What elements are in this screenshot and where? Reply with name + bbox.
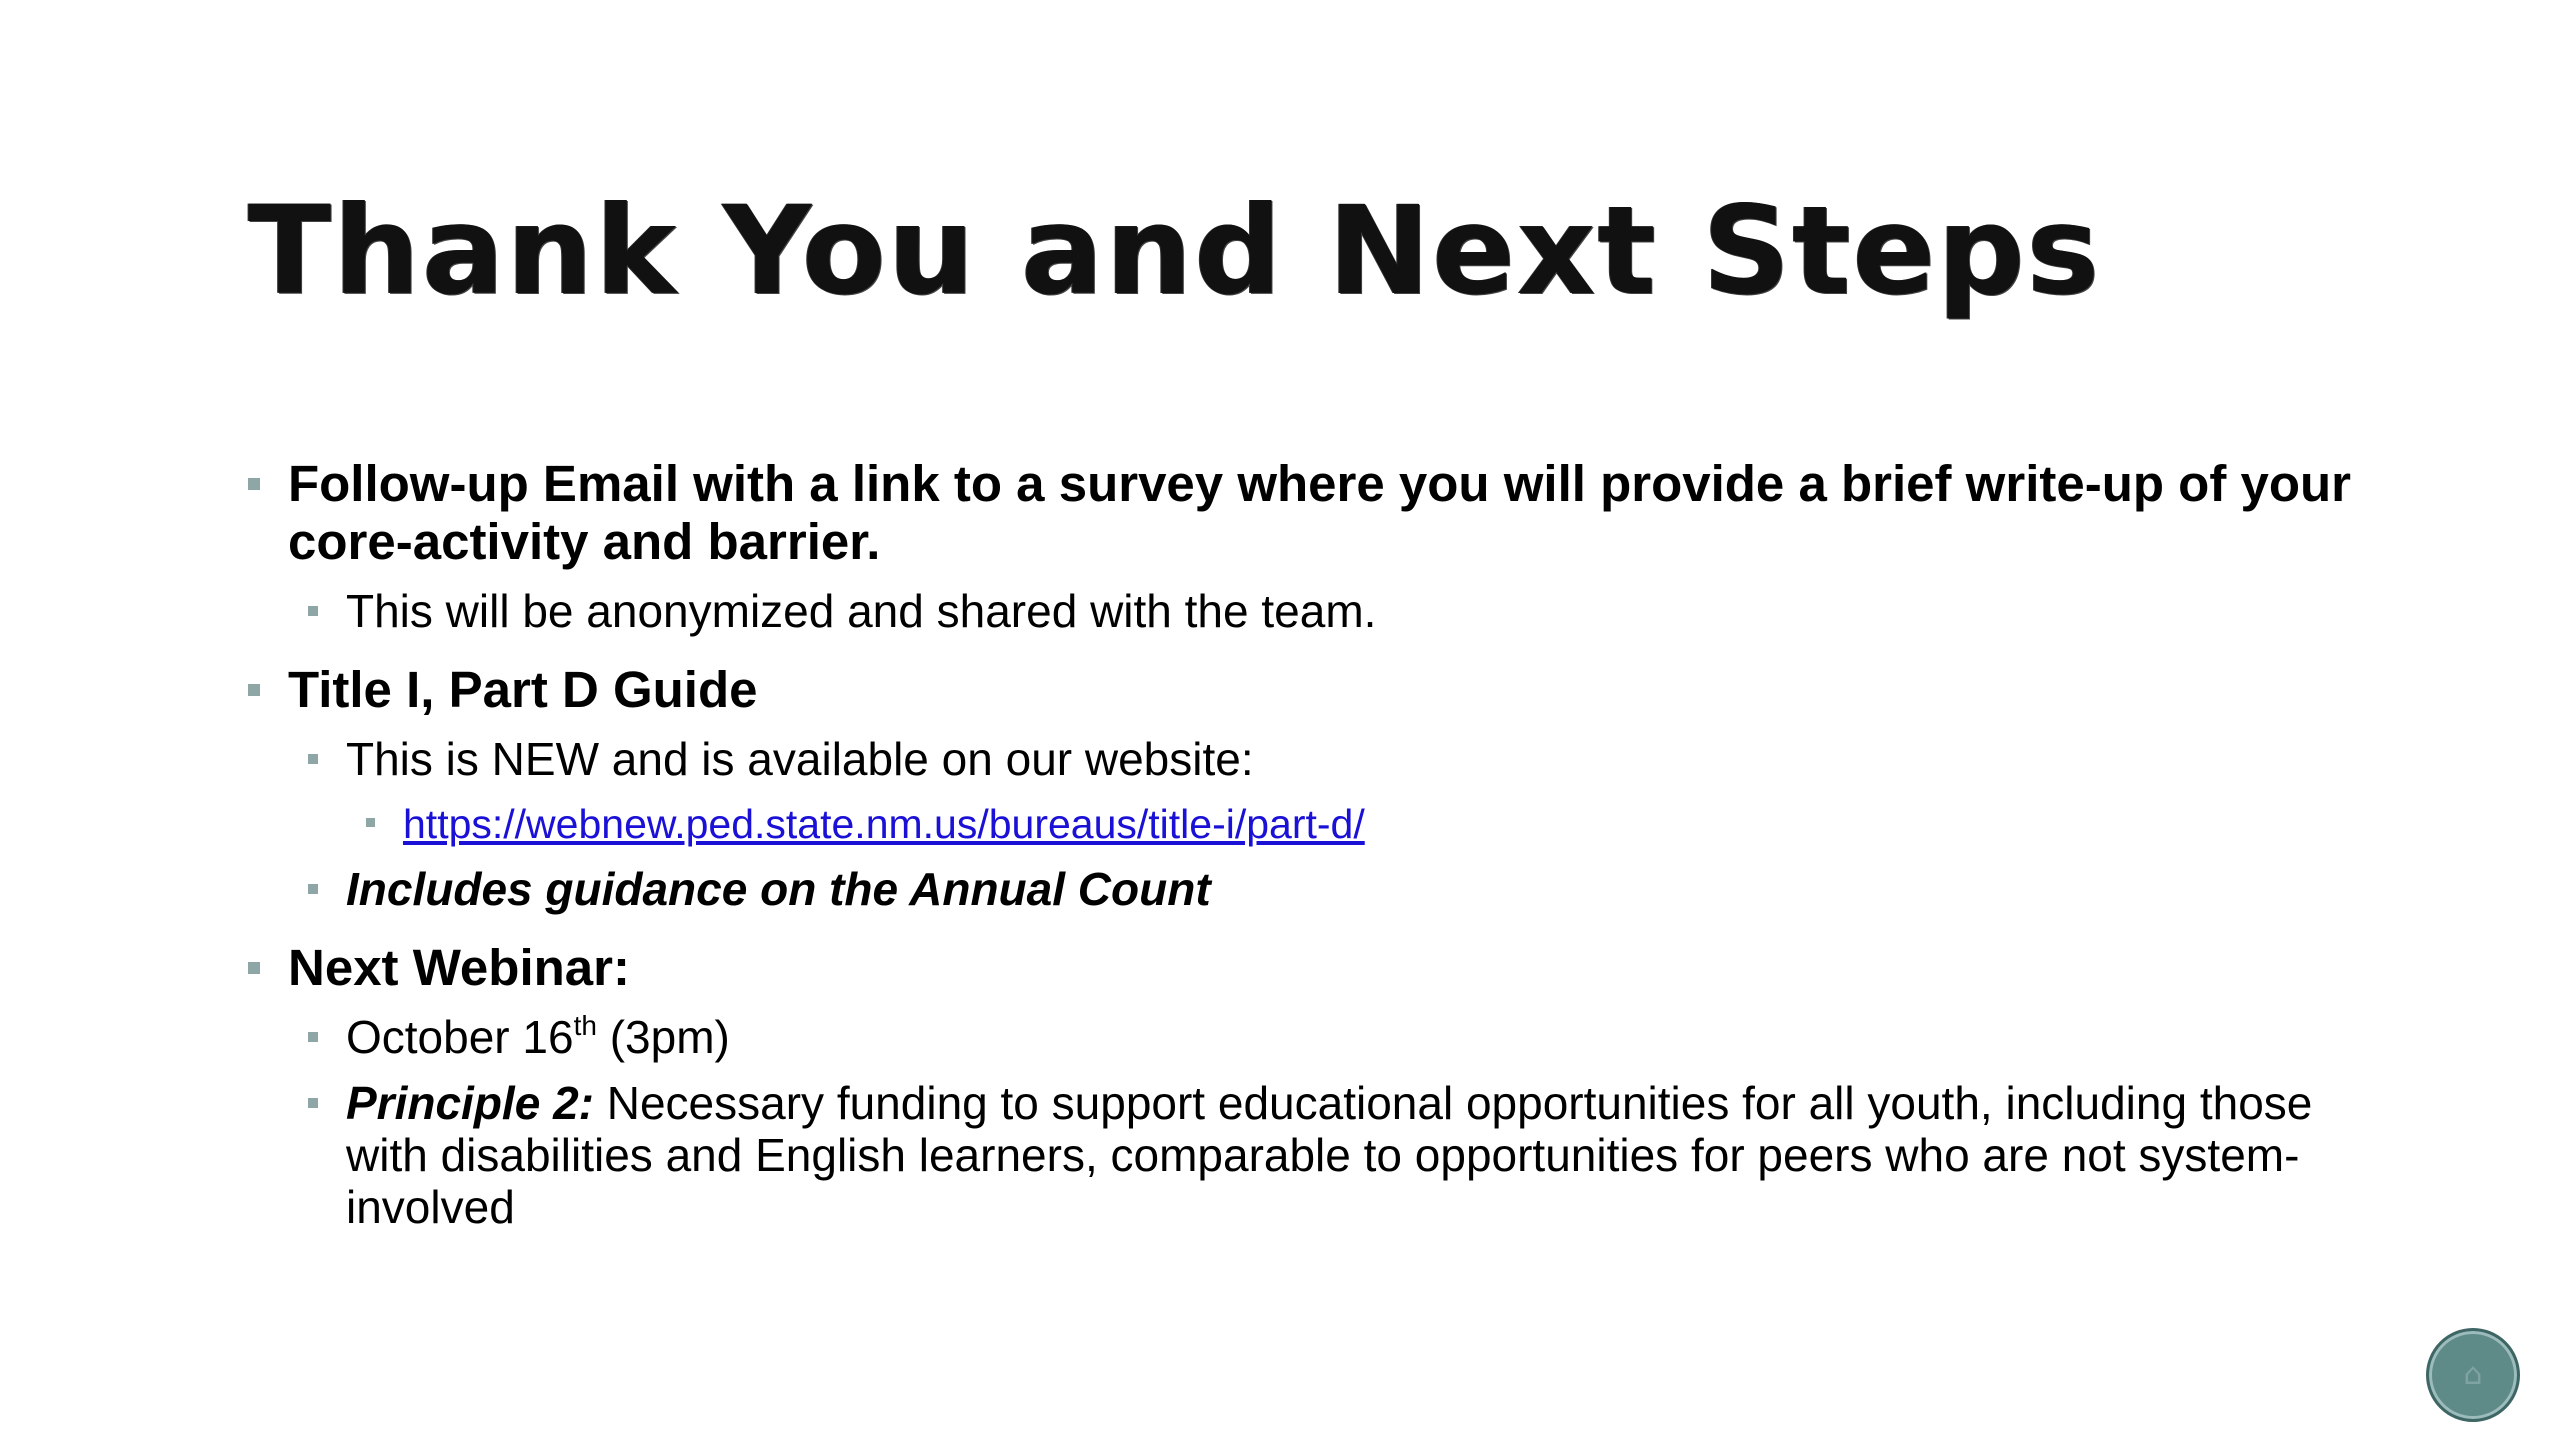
square-bullet-icon xyxy=(248,962,260,974)
slide-title: Thank You and Next Steps xyxy=(248,180,2102,322)
slide-nav-icon: ⌂ xyxy=(2463,1357,2483,1392)
bullet-item-follow-up-email xyxy=(248,455,2388,571)
sub-bullet-text: Includes guidance on the Annual Count xyxy=(346,863,1211,915)
webinar-date xyxy=(346,1011,730,1063)
date-time: (3pm) xyxy=(596,1011,730,1063)
square-bullet-icon xyxy=(248,478,260,490)
square-bullet-icon xyxy=(308,1032,318,1042)
bullet-item-title-guide xyxy=(248,661,2388,719)
bullet-item-next-webinar xyxy=(248,939,2388,997)
slide-nav-button[interactable] xyxy=(2426,1328,2520,1422)
sub-bullet-item xyxy=(308,733,2388,785)
square-bullet-icon xyxy=(308,884,318,894)
square-bullet-icon xyxy=(308,606,318,616)
principle-label: Principle 2: xyxy=(346,1077,594,1129)
sub-bullet-item xyxy=(308,1077,2388,1233)
date-text: October 16 xyxy=(346,1011,574,1063)
sub-bullet-text: This is NEW and is available on our website: xyxy=(346,733,1254,785)
website-link[interactable]: https://webnew.ped.state.nm.us/bureaus/title-i/part-d/ xyxy=(403,801,1365,847)
sub-bullet-item xyxy=(308,863,2388,915)
sub-sub-bullet-item xyxy=(366,799,2388,849)
date-ordinal: th xyxy=(573,1009,597,1041)
bullet-text: Next Webinar: xyxy=(288,939,630,996)
principle-text xyxy=(346,1077,2388,1233)
sub-bullet-item xyxy=(308,585,2388,637)
square-bullet-icon xyxy=(248,684,260,696)
principle-description: Necessary funding to support educational opportunities for all youth, including those with disabilities and English learners, comparable to opportunities for peers who are not system-involved xyxy=(346,1077,2313,1233)
square-bullet-icon xyxy=(308,754,318,764)
square-bullet-icon xyxy=(308,1098,318,1108)
bullet-text: Follow-up Email with a link to a survey where you will provide a brief write-up of your core-activity and barrier. xyxy=(288,455,2351,570)
sub-bullet-item xyxy=(308,1011,2388,1063)
sub-bullet-text: This will be anonymized and shared with the team. xyxy=(346,585,1377,637)
slide-content xyxy=(248,455,2388,1233)
square-bullet-icon xyxy=(366,818,375,827)
bullet-text: Title I, Part D Guide xyxy=(288,661,758,718)
